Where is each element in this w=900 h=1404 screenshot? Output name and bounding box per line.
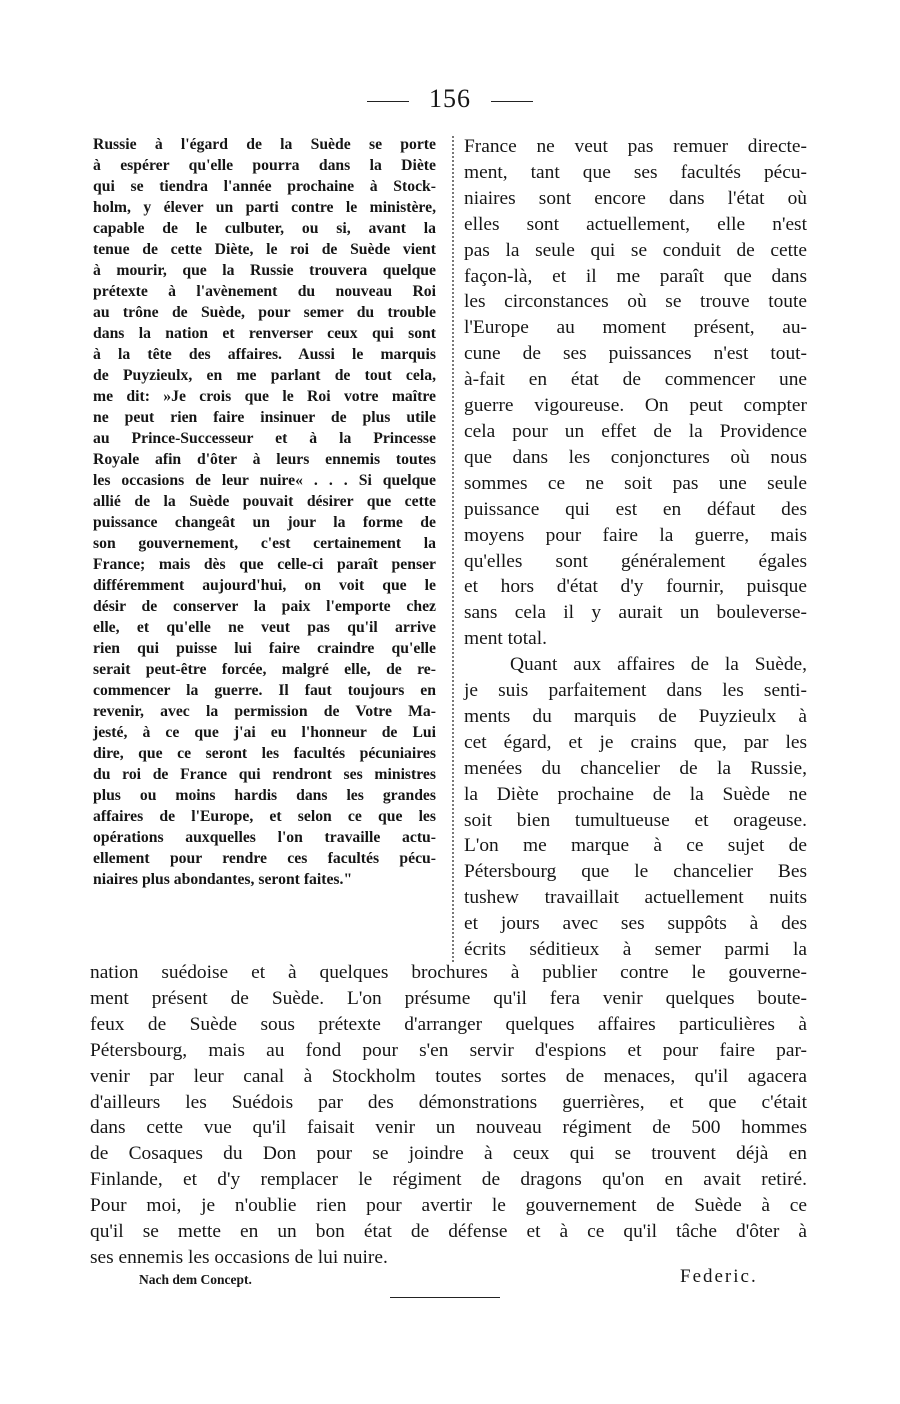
footnote-line: serait peut-être forcée, malgré elle, de re- bbox=[93, 661, 436, 678]
text-line: guerre vigoureuse. On peut compter bbox=[464, 395, 807, 417]
footnote-line: à mourir, que la Russie trouvera quelque bbox=[93, 262, 436, 279]
text-line: ment présent de Suède. L'on présume qu'il fera venir quelques boute- bbox=[90, 987, 807, 1009]
left-column-footnote bbox=[93, 134, 436, 890]
text-line: cet égard, et je crains que, par les bbox=[464, 731, 807, 753]
text-line: écrits séditieux à semer parmi la bbox=[464, 939, 807, 961]
footnote-line: dire, que ce seront les facultés pécuniaires bbox=[93, 745, 436, 762]
footnote-line: ellement pour rendre ces facultés pécu- bbox=[93, 850, 436, 867]
text-line: et hors d'état d'y fournir, puisque bbox=[464, 576, 807, 598]
text-line: menées du chancelier de la Russie, bbox=[464, 757, 807, 779]
footnote-line: holm, y élever un parti contre le ministère, bbox=[93, 199, 436, 216]
footnote-line: désir de conserver la paix l'emporte chez bbox=[93, 598, 436, 615]
text-line: cune de ses puissances n'est tout- bbox=[464, 343, 807, 365]
footnote-line: Royale afin d'ôter à leurs ennemis toutes bbox=[93, 451, 436, 468]
text-line: moyens pour faire la guerre, mais bbox=[464, 524, 807, 546]
footnote-line: de Puyzieulx, en me parlant de tout cela, bbox=[93, 367, 436, 384]
text-line: qu'elles sont généralement égales bbox=[464, 550, 807, 572]
text-line: je suis parfaitement dans les senti- bbox=[464, 680, 807, 702]
footnote-line: plus ou moins hardis dans les grandes bbox=[93, 787, 436, 804]
footnote-line: revenir, avec la permission de Votre Ma- bbox=[93, 703, 436, 720]
footnote-line: au trône de Suède, pour semer du trouble bbox=[93, 304, 436, 321]
footnote-line: commencer la guerre. Il faut toujours en bbox=[93, 682, 436, 699]
text-line: Pétersbourg que le chancelier Bes bbox=[464, 861, 807, 883]
text-line: L'on me marque à ce sujet de bbox=[464, 835, 807, 857]
text-line: Finlande, et d'y remplacer le régiment de dragons qu'on en avait retiré. bbox=[90, 1169, 807, 1191]
footnote-line: jesté, à ce que j'ai eu l'honneur de Lui bbox=[93, 724, 436, 741]
header-rule-right bbox=[491, 101, 533, 102]
text-line: la Diète prochaine de la Suède ne bbox=[464, 783, 807, 805]
footnote-line: prétexte à l'avènement du nouveau Roi bbox=[93, 283, 436, 300]
text-line: elles sont actuellement, elle n'est bbox=[464, 213, 807, 235]
page-header bbox=[0, 84, 900, 114]
footnote-line: son gouvernement, c'est certainement la bbox=[93, 535, 436, 552]
source-note: Nach dem Concept. bbox=[139, 1272, 252, 1287]
text-line: tushew travaillait actuellement nuits bbox=[464, 887, 807, 909]
text-line: Pétersbourg, mais au fond pour s'en servir d'espions et pour faire par- bbox=[90, 1039, 807, 1061]
footnote-line: capable de le culbuter, ou si, avant la bbox=[93, 220, 436, 237]
footnote-line: à la tête des affaires. Aussi le marquis bbox=[93, 346, 436, 363]
text-line: ments du marquis de Puyzieulx à bbox=[464, 705, 807, 727]
footnote-line: allié de la Suède pouvait désirer que cette bbox=[93, 493, 436, 510]
right-column-text bbox=[464, 134, 807, 963]
full-width-text bbox=[90, 960, 807, 1271]
header-rule-left bbox=[367, 101, 409, 102]
text-line: puissance qui est en défaut des bbox=[464, 498, 807, 520]
footnote-line: différemment aujourd'hui, on voit que le bbox=[93, 577, 436, 594]
text-line: et jours avec ses suppôts à des bbox=[464, 913, 807, 935]
footnote-line: ne peut rien faire insinuer de plus utile bbox=[93, 409, 436, 426]
text-line: ment, tant que ses facultés pécu- bbox=[464, 161, 807, 183]
text-line: France ne veut pas remuer directe- bbox=[464, 136, 807, 157]
end-rule bbox=[390, 1297, 500, 1298]
footnote-line: au Prince-Successeur et à la Princesse bbox=[93, 430, 436, 447]
text-line: les circonstances où se trouve toute bbox=[464, 291, 807, 313]
footnote-line: opérations auxquelles l'on travaille actu- bbox=[93, 829, 436, 846]
text-line: venir par leur canal à Stockholm toutes sortes de menaces, qu'il agacera bbox=[90, 1065, 807, 1087]
text-line: sans cela il y aurait un bouleverse- bbox=[464, 602, 807, 624]
footnote-line: niaires plus abondantes, seront faites." bbox=[93, 871, 353, 888]
column-divider bbox=[452, 136, 454, 962]
text-line: soit bien tumultueuse et orageuse. bbox=[464, 809, 807, 831]
footnote-line: Russie à l'égard de la Suède se porte bbox=[93, 136, 436, 153]
signature: Federic. bbox=[680, 1266, 758, 1287]
footnote-line: du roi de France qui rendront ses ministres bbox=[93, 766, 436, 783]
text-line: à-fait en état de commencer une bbox=[464, 369, 807, 391]
footnote-line: elle, et qu'elle ne veut pas qu'il arrive bbox=[93, 619, 436, 636]
text-line: cela pour un effet de la Providence bbox=[464, 420, 807, 442]
text-line: ses ennemis les occasions de lui nuire. bbox=[90, 1246, 388, 1268]
text-line: ment total. bbox=[464, 628, 547, 650]
text-line: Quant aux affaires de la Suède, bbox=[510, 654, 807, 676]
text-line: que dans les conjonctures où nous bbox=[464, 446, 807, 468]
text-line: sommes ce ne soit pas une seule bbox=[464, 472, 807, 494]
text-line: façon-là, et il me paraît que dans bbox=[464, 265, 807, 287]
footnote-line: qui se tiendra l'année prochaine à Stock- bbox=[93, 178, 436, 195]
text-line: l'Europe au moment présent, au- bbox=[464, 317, 807, 339]
footnote-line: dans la nation et renverser ceux qui sont bbox=[93, 325, 436, 342]
footnote-line: les occasions de leur nuire« . . . Si quelque bbox=[93, 472, 436, 489]
text-line: nation suédoise et à quelques brochures à publier contre le gouverne- bbox=[90, 962, 807, 983]
text-line: Pour moi, je n'oublie rien pour avertir le gouvernement de Suède à ce bbox=[90, 1195, 807, 1217]
text-line: d'ailleurs les Suédois par des démonstrations guerrières, et que c'était bbox=[90, 1091, 807, 1113]
footnote-line: tenue de cette Diète, le roi de Suède vient bbox=[93, 241, 436, 258]
footnote-line: France; mais dès que celle-ci paraît penser bbox=[93, 556, 436, 573]
text-line: niaires sont encore dans l'état où bbox=[464, 187, 807, 209]
text-line: qu'il se mette en un bon état de défense et à ce qu'il tâche d'ôter à bbox=[90, 1221, 807, 1243]
page-number: 156 bbox=[429, 84, 471, 113]
footnote-line: me dit: »Je crois que le Roi votre maître bbox=[93, 388, 436, 405]
footnote-line: puissance changeât un jour la forme de bbox=[93, 514, 436, 531]
footnote-line: affaires de l'Europe, et selon ce que les bbox=[93, 808, 436, 825]
text-line: dans cette vue qu'il faisait venir un nouveau régiment de 500 hommes bbox=[90, 1117, 807, 1139]
text-line: pas la seule qui se conduit de cette bbox=[464, 239, 807, 261]
footnote-line: à espérer qu'elle pourra dans la Diète bbox=[93, 157, 436, 174]
text-line: de Cosaques du Don pour se joindre à ceux qui se trouvent déjà en bbox=[90, 1143, 807, 1165]
footnote-line: rien qui puisse lui faire craindre qu'elle bbox=[93, 640, 436, 657]
text-line: feux de Suède sous prétexte d'arranger quelques affaires particulières à bbox=[90, 1013, 807, 1035]
